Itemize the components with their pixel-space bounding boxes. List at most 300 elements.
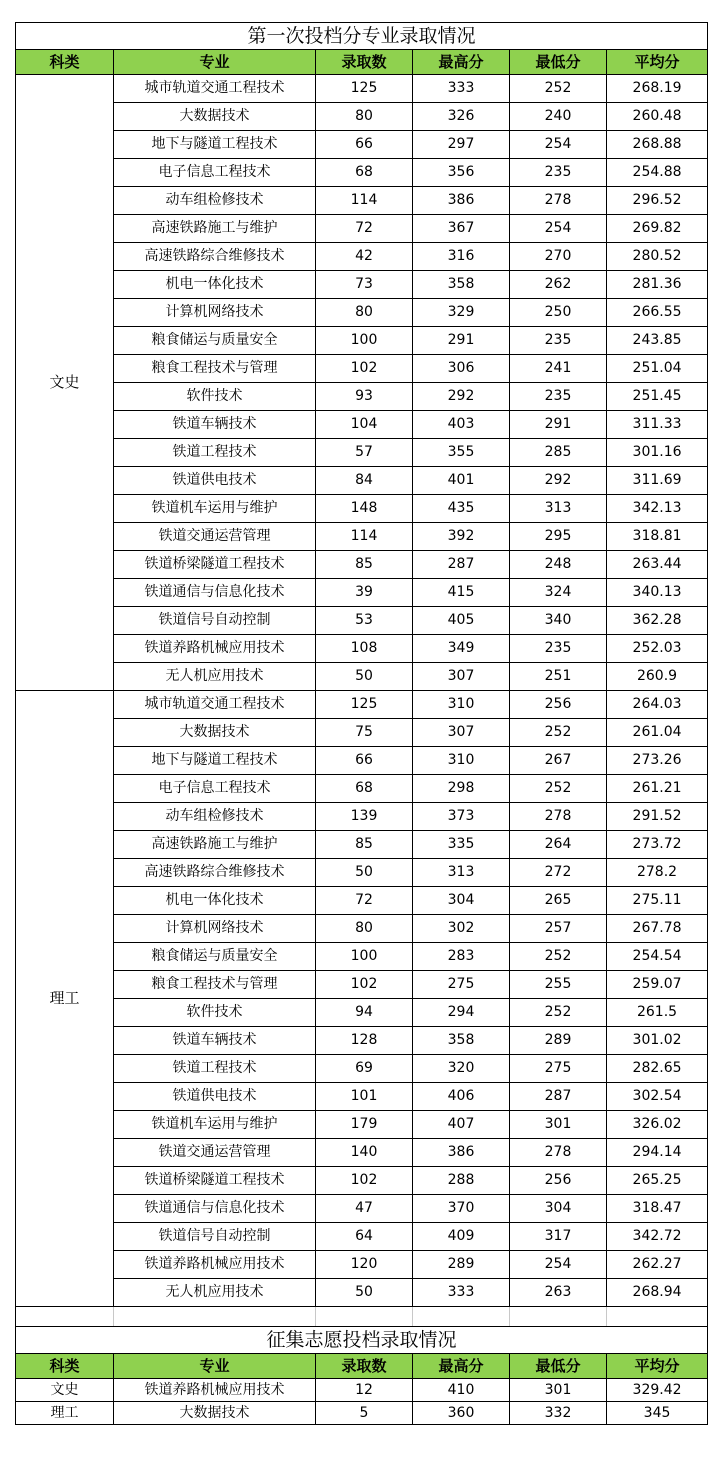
table-row xyxy=(16,159,708,187)
major-cell: 计算机网络技术 xyxy=(114,915,316,943)
min-score-cell: 317 xyxy=(510,1223,607,1251)
column-header-category: 科类 xyxy=(16,1354,114,1379)
major-cell: 铁道信号自动控制 xyxy=(114,607,316,635)
min-score-cell: 264 xyxy=(510,831,607,859)
admitted-count-cell: 101 xyxy=(316,1083,413,1111)
major-cell: 高速铁路施工与维护 xyxy=(114,215,316,243)
admitted-count-cell: 50 xyxy=(316,1279,413,1307)
empty-cell xyxy=(413,1307,510,1327)
avg-score-cell: 262.27 xyxy=(607,1251,708,1279)
empty-cell xyxy=(16,1307,114,1327)
admitted-count-cell: 73 xyxy=(316,271,413,299)
header-row xyxy=(16,1354,708,1379)
table-row xyxy=(16,635,708,663)
table-row xyxy=(16,355,708,383)
max-score-cell: 307 xyxy=(413,663,510,691)
table-row xyxy=(16,943,708,971)
major-cell: 铁道养路机械应用技术 xyxy=(114,1251,316,1279)
table-row xyxy=(16,1279,708,1307)
section-title-row xyxy=(16,1327,708,1354)
major-cell: 铁道通信与信息化技术 xyxy=(114,1195,316,1223)
min-score-cell: 256 xyxy=(510,691,607,719)
admitted-count-cell: 125 xyxy=(316,691,413,719)
max-score-cell: 316 xyxy=(413,243,510,271)
major-cell: 粮食工程技术与管理 xyxy=(114,355,316,383)
avg-score-cell: 342.13 xyxy=(607,495,708,523)
min-score-cell: 254 xyxy=(510,1251,607,1279)
admitted-count-cell: 93 xyxy=(316,383,413,411)
avg-score-cell: 275.11 xyxy=(607,887,708,915)
major-cell: 无人机应用技术 xyxy=(114,1279,316,1307)
min-score-cell: 324 xyxy=(510,579,607,607)
table-row xyxy=(16,551,708,579)
max-score-cell: 288 xyxy=(413,1167,510,1195)
major-cell: 铁道信号自动控制 xyxy=(114,1223,316,1251)
max-score-cell: 335 xyxy=(413,831,510,859)
admitted-count-cell: 12 xyxy=(316,1379,413,1402)
min-score-cell: 301 xyxy=(510,1111,607,1139)
admitted-count-cell: 100 xyxy=(316,943,413,971)
min-score-cell: 278 xyxy=(510,187,607,215)
table-row xyxy=(16,579,708,607)
avg-score-cell: 252.03 xyxy=(607,635,708,663)
avg-score-cell: 362.28 xyxy=(607,607,708,635)
admitted-count-cell: 72 xyxy=(316,887,413,915)
table-row xyxy=(16,495,708,523)
max-score-cell: 320 xyxy=(413,1055,510,1083)
admitted-count-cell: 140 xyxy=(316,1139,413,1167)
major-cell: 机电一体化技术 xyxy=(114,271,316,299)
admitted-count-cell: 53 xyxy=(316,607,413,635)
table-row xyxy=(16,1055,708,1083)
min-score-cell: 235 xyxy=(510,635,607,663)
avg-score-cell: 301.16 xyxy=(607,439,708,467)
admitted-count-cell: 66 xyxy=(316,131,413,159)
min-score-cell: 267 xyxy=(510,747,607,775)
admitted-count-cell: 80 xyxy=(316,299,413,327)
min-score-cell: 235 xyxy=(510,159,607,187)
category-cell: 文史 xyxy=(16,1379,114,1402)
table-row xyxy=(16,691,708,719)
major-cell: 计算机网络技术 xyxy=(114,299,316,327)
min-score-cell: 251 xyxy=(510,663,607,691)
major-cell: 无人机应用技术 xyxy=(114,663,316,691)
column-header-max-score: 最高分 xyxy=(413,50,510,75)
table-row xyxy=(16,75,708,103)
table-row xyxy=(16,803,708,831)
max-score-cell: 275 xyxy=(413,971,510,999)
min-score-cell: 340 xyxy=(510,607,607,635)
avg-score-cell: 296.52 xyxy=(607,187,708,215)
avg-score-cell: 261.21 xyxy=(607,775,708,803)
table-row xyxy=(16,1402,708,1425)
admitted-count-cell: 128 xyxy=(316,1027,413,1055)
column-header-min-score: 最低分 xyxy=(510,1354,607,1379)
table-row xyxy=(16,719,708,747)
min-score-cell: 270 xyxy=(510,243,607,271)
avg-score-cell: 254.88 xyxy=(607,159,708,187)
table-row xyxy=(16,1111,708,1139)
major-cell: 铁道交通运营管理 xyxy=(114,523,316,551)
avg-score-cell: 311.33 xyxy=(607,411,708,439)
table-row xyxy=(16,1027,708,1055)
table-row xyxy=(16,747,708,775)
admitted-count-cell: 100 xyxy=(316,327,413,355)
admitted-count-cell: 85 xyxy=(316,551,413,579)
major-cell: 机电一体化技术 xyxy=(114,887,316,915)
admitted-count-cell: 47 xyxy=(316,1195,413,1223)
table-row xyxy=(16,411,708,439)
avg-score-cell: 278.2 xyxy=(607,859,708,887)
admitted-count-cell: 66 xyxy=(316,747,413,775)
section-title-row xyxy=(16,23,708,50)
table-row xyxy=(16,1167,708,1195)
table-row xyxy=(16,187,708,215)
max-score-cell: 306 xyxy=(413,355,510,383)
major-cell: 铁道供电技术 xyxy=(114,467,316,495)
max-score-cell: 294 xyxy=(413,999,510,1027)
avg-score-cell: 263.44 xyxy=(607,551,708,579)
major-cell: 电子信息工程技术 xyxy=(114,159,316,187)
major-cell: 软件技术 xyxy=(114,383,316,411)
avg-score-cell: 340.13 xyxy=(607,579,708,607)
min-score-cell: 275 xyxy=(510,1055,607,1083)
avg-score-cell: 294.14 xyxy=(607,1139,708,1167)
avg-score-cell: 260.9 xyxy=(607,663,708,691)
max-score-cell: 386 xyxy=(413,187,510,215)
admitted-count-cell: 50 xyxy=(316,663,413,691)
admitted-count-cell: 80 xyxy=(316,103,413,131)
table-row xyxy=(16,887,708,915)
min-score-cell: 252 xyxy=(510,999,607,1027)
min-score-cell: 235 xyxy=(510,327,607,355)
column-header-major: 专业 xyxy=(114,50,316,75)
table-row xyxy=(16,1223,708,1251)
avg-score-cell: 261.5 xyxy=(607,999,708,1027)
avg-score-cell: 261.04 xyxy=(607,719,708,747)
empty-cell xyxy=(316,1307,413,1327)
max-score-cell: 410 xyxy=(413,1379,510,1402)
major-cell: 大数据技术 xyxy=(114,103,316,131)
table-row xyxy=(16,439,708,467)
table-row xyxy=(16,215,708,243)
avg-score-cell: 318.81 xyxy=(607,523,708,551)
max-score-cell: 401 xyxy=(413,467,510,495)
max-score-cell: 304 xyxy=(413,887,510,915)
major-cell: 动车组检修技术 xyxy=(114,187,316,215)
max-score-cell: 409 xyxy=(413,1223,510,1251)
column-header-admitted-count: 录取数 xyxy=(316,1354,413,1379)
major-cell: 铁道养路机械应用技术 xyxy=(114,635,316,663)
admitted-count-cell: 104 xyxy=(316,411,413,439)
max-score-cell: 289 xyxy=(413,1251,510,1279)
min-score-cell: 250 xyxy=(510,299,607,327)
max-score-cell: 326 xyxy=(413,103,510,131)
min-score-cell: 285 xyxy=(510,439,607,467)
table-row xyxy=(16,831,708,859)
category-cell: 理工 xyxy=(16,1402,114,1425)
major-cell: 城市轨道交通工程技术 xyxy=(114,691,316,719)
max-score-cell: 313 xyxy=(413,859,510,887)
major-cell: 地下与隧道工程技术 xyxy=(114,747,316,775)
avg-score-cell: 342.72 xyxy=(607,1223,708,1251)
table-row xyxy=(16,271,708,299)
admitted-count-cell: 108 xyxy=(316,635,413,663)
max-score-cell: 298 xyxy=(413,775,510,803)
column-header-avg-score: 平均分 xyxy=(607,50,708,75)
min-score-cell: 287 xyxy=(510,1083,607,1111)
max-score-cell: 373 xyxy=(413,803,510,831)
min-score-cell: 272 xyxy=(510,859,607,887)
admitted-count-cell: 114 xyxy=(316,523,413,551)
admitted-count-cell: 84 xyxy=(316,467,413,495)
header-row xyxy=(16,50,708,75)
max-score-cell: 310 xyxy=(413,747,510,775)
max-score-cell: 302 xyxy=(413,915,510,943)
table-row xyxy=(16,243,708,271)
min-score-cell: 235 xyxy=(510,383,607,411)
table-row xyxy=(16,103,708,131)
min-score-cell: 248 xyxy=(510,551,607,579)
admitted-count-cell: 125 xyxy=(316,75,413,103)
min-score-cell: 313 xyxy=(510,495,607,523)
avg-score-cell: 318.47 xyxy=(607,1195,708,1223)
major-cell: 城市轨道交通工程技术 xyxy=(114,75,316,103)
section-title-first-round: 第一次投档分专业录取情况 xyxy=(16,23,708,50)
major-cell: 铁道机车运用与维护 xyxy=(114,495,316,523)
min-score-cell: 265 xyxy=(510,887,607,915)
min-score-cell: 257 xyxy=(510,915,607,943)
column-header-category: 科类 xyxy=(16,50,114,75)
max-score-cell: 407 xyxy=(413,1111,510,1139)
min-score-cell: 241 xyxy=(510,355,607,383)
max-score-cell: 358 xyxy=(413,1027,510,1055)
min-score-cell: 289 xyxy=(510,1027,607,1055)
column-header-admitted-count: 录取数 xyxy=(316,50,413,75)
avg-score-cell: 264.03 xyxy=(607,691,708,719)
max-score-cell: 392 xyxy=(413,523,510,551)
max-score-cell: 405 xyxy=(413,607,510,635)
avg-score-cell: 260.48 xyxy=(607,103,708,131)
max-score-cell: 435 xyxy=(413,495,510,523)
major-cell: 铁道通信与信息化技术 xyxy=(114,579,316,607)
min-score-cell: 291 xyxy=(510,411,607,439)
table-row xyxy=(16,523,708,551)
column-header-max-score: 最高分 xyxy=(413,1354,510,1379)
min-score-cell: 304 xyxy=(510,1195,607,1223)
empty-cell xyxy=(114,1307,316,1327)
table-row xyxy=(16,1083,708,1111)
avg-score-cell: 243.85 xyxy=(607,327,708,355)
max-score-cell: 356 xyxy=(413,159,510,187)
avg-score-cell: 329.42 xyxy=(607,1379,708,1402)
max-score-cell: 297 xyxy=(413,131,510,159)
avg-score-cell: 281.36 xyxy=(607,271,708,299)
admitted-count-cell: 75 xyxy=(316,719,413,747)
min-score-cell: 240 xyxy=(510,103,607,131)
avg-score-cell: 268.94 xyxy=(607,1279,708,1307)
max-score-cell: 370 xyxy=(413,1195,510,1223)
table-row xyxy=(16,999,708,1027)
min-score-cell: 252 xyxy=(510,775,607,803)
major-cell: 大数据技术 xyxy=(114,719,316,747)
table-row xyxy=(16,775,708,803)
max-score-cell: 403 xyxy=(413,411,510,439)
major-cell: 高速铁路综合维修技术 xyxy=(114,243,316,271)
table-row xyxy=(16,299,708,327)
major-cell: 粮食储运与质量安全 xyxy=(114,943,316,971)
max-score-cell: 291 xyxy=(413,327,510,355)
max-score-cell: 329 xyxy=(413,299,510,327)
admitted-count-cell: 69 xyxy=(316,1055,413,1083)
admitted-count-cell: 139 xyxy=(316,803,413,831)
avg-score-cell: 268.88 xyxy=(607,131,708,159)
max-score-cell: 307 xyxy=(413,719,510,747)
max-score-cell: 367 xyxy=(413,215,510,243)
major-cell: 软件技术 xyxy=(114,999,316,1027)
table-row xyxy=(16,971,708,999)
table-row xyxy=(16,131,708,159)
major-cell: 铁道交通运营管理 xyxy=(114,1139,316,1167)
avg-score-cell: 251.04 xyxy=(607,355,708,383)
max-score-cell: 333 xyxy=(413,1279,510,1307)
min-score-cell: 295 xyxy=(510,523,607,551)
max-score-cell: 292 xyxy=(413,383,510,411)
max-score-cell: 360 xyxy=(413,1402,510,1425)
major-cell: 铁道桥梁隧道工程技术 xyxy=(114,1167,316,1195)
min-score-cell: 301 xyxy=(510,1379,607,1402)
admitted-count-cell: 114 xyxy=(316,187,413,215)
min-score-cell: 252 xyxy=(510,75,607,103)
admitted-count-cell: 102 xyxy=(316,1167,413,1195)
major-cell: 粮食工程技术与管理 xyxy=(114,971,316,999)
major-cell: 铁道机车运用与维护 xyxy=(114,1111,316,1139)
max-score-cell: 386 xyxy=(413,1139,510,1167)
column-header-major: 专业 xyxy=(114,1354,316,1379)
admitted-count-cell: 80 xyxy=(316,915,413,943)
avg-score-cell: 268.19 xyxy=(607,75,708,103)
admitted-count-cell: 50 xyxy=(316,859,413,887)
column-header-min-score: 最低分 xyxy=(510,50,607,75)
min-score-cell: 254 xyxy=(510,131,607,159)
admitted-count-cell: 68 xyxy=(316,775,413,803)
major-cell: 铁道桥梁隧道工程技术 xyxy=(114,551,316,579)
table-row xyxy=(16,663,708,691)
avg-score-cell: 302.54 xyxy=(607,1083,708,1111)
table-row xyxy=(16,607,708,635)
major-cell: 铁道工程技术 xyxy=(114,439,316,467)
table-row xyxy=(16,1379,708,1402)
admitted-count-cell: 39 xyxy=(316,579,413,607)
major-cell: 高速铁路综合维修技术 xyxy=(114,859,316,887)
admitted-count-cell: 5 xyxy=(316,1402,413,1425)
section-title-supplementary: 征集志愿投档录取情况 xyxy=(16,1327,708,1354)
avg-score-cell: 265.25 xyxy=(607,1167,708,1195)
avg-score-cell: 282.65 xyxy=(607,1055,708,1083)
avg-score-cell: 251.45 xyxy=(607,383,708,411)
major-cell: 铁道车辆技术 xyxy=(114,1027,316,1055)
admission-sheet xyxy=(15,22,707,1425)
major-cell: 动车组检修技术 xyxy=(114,803,316,831)
min-score-cell: 252 xyxy=(510,943,607,971)
admitted-count-cell: 148 xyxy=(316,495,413,523)
max-score-cell: 406 xyxy=(413,1083,510,1111)
min-score-cell: 252 xyxy=(510,719,607,747)
min-score-cell: 278 xyxy=(510,803,607,831)
avg-score-cell: 267.78 xyxy=(607,915,708,943)
table-row xyxy=(16,467,708,495)
avg-score-cell: 266.55 xyxy=(607,299,708,327)
table-row xyxy=(16,1251,708,1279)
table-row xyxy=(16,859,708,887)
category-cell: 文史 xyxy=(16,75,114,691)
admitted-count-cell: 57 xyxy=(316,439,413,467)
avg-score-cell: 345 xyxy=(607,1402,708,1425)
min-score-cell: 262 xyxy=(510,271,607,299)
admitted-count-cell: 64 xyxy=(316,1223,413,1251)
major-cell: 铁道供电技术 xyxy=(114,1083,316,1111)
admission-table xyxy=(15,22,708,1425)
avg-score-cell: 269.82 xyxy=(607,215,708,243)
admitted-count-cell: 120 xyxy=(316,1251,413,1279)
table-row xyxy=(16,383,708,411)
admitted-count-cell: 179 xyxy=(316,1111,413,1139)
max-score-cell: 358 xyxy=(413,271,510,299)
admitted-count-cell: 42 xyxy=(316,243,413,271)
admitted-count-cell: 68 xyxy=(316,159,413,187)
avg-score-cell: 273.26 xyxy=(607,747,708,775)
table-row xyxy=(16,1195,708,1223)
empty-cell xyxy=(510,1307,607,1327)
min-score-cell: 263 xyxy=(510,1279,607,1307)
admitted-count-cell: 102 xyxy=(316,971,413,999)
admitted-count-cell: 94 xyxy=(316,999,413,1027)
admitted-count-cell: 85 xyxy=(316,831,413,859)
max-score-cell: 287 xyxy=(413,551,510,579)
max-score-cell: 415 xyxy=(413,579,510,607)
major-cell: 铁道工程技术 xyxy=(114,1055,316,1083)
table-row xyxy=(16,915,708,943)
max-score-cell: 349 xyxy=(413,635,510,663)
avg-score-cell: 326.02 xyxy=(607,1111,708,1139)
admission-table-body xyxy=(16,23,708,1425)
table-row xyxy=(16,327,708,355)
admitted-count-cell: 72 xyxy=(316,215,413,243)
max-score-cell: 333 xyxy=(413,75,510,103)
major-cell: 大数据技术 xyxy=(114,1402,316,1425)
min-score-cell: 292 xyxy=(510,467,607,495)
spacer-row xyxy=(16,1307,708,1327)
avg-score-cell: 273.72 xyxy=(607,831,708,859)
min-score-cell: 278 xyxy=(510,1139,607,1167)
major-cell: 电子信息工程技术 xyxy=(114,775,316,803)
avg-score-cell: 291.52 xyxy=(607,803,708,831)
min-score-cell: 332 xyxy=(510,1402,607,1425)
avg-score-cell: 301.02 xyxy=(607,1027,708,1055)
major-cell: 高速铁路施工与维护 xyxy=(114,831,316,859)
major-cell: 粮食储运与质量安全 xyxy=(114,327,316,355)
min-score-cell: 254 xyxy=(510,215,607,243)
column-header-avg-score: 平均分 xyxy=(607,1354,708,1379)
major-cell: 铁道养路机械应用技术 xyxy=(114,1379,316,1402)
min-score-cell: 256 xyxy=(510,1167,607,1195)
major-cell: 地下与隧道工程技术 xyxy=(114,131,316,159)
avg-score-cell: 259.07 xyxy=(607,971,708,999)
max-score-cell: 355 xyxy=(413,439,510,467)
major-cell: 铁道车辆技术 xyxy=(114,411,316,439)
avg-score-cell: 280.52 xyxy=(607,243,708,271)
empty-cell xyxy=(607,1307,708,1327)
